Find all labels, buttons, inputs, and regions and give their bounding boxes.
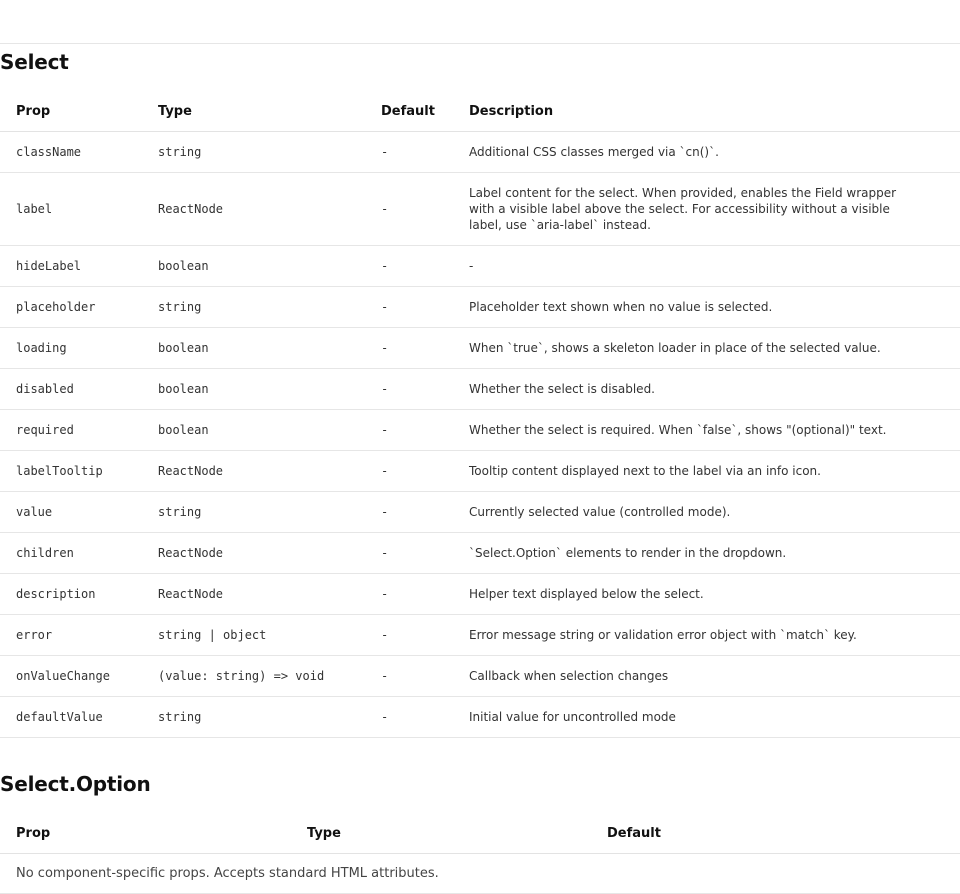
prop-default: -: [365, 410, 453, 451]
empty-props-message: No component-specific props. Accepts standard HTML attributes.: [0, 854, 960, 894]
column-header-prop: Prop: [0, 91, 142, 132]
prop-description: Whether the select is required. When `false`, shows "(optional)" text.: [453, 410, 960, 451]
table-row: [0, 132, 960, 173]
prop-description: Placeholder text shown when no value is selected.: [453, 287, 960, 328]
table-row: [0, 854, 960, 894]
prop-description: Additional CSS classes merged via `cn()`.: [453, 132, 960, 173]
prop-default: -: [365, 369, 453, 410]
prop-default: -: [365, 451, 453, 492]
table-row: [0, 492, 960, 533]
prop-default: -: [365, 615, 453, 656]
props-table: [0, 91, 960, 738]
prop-default: -: [365, 328, 453, 369]
column-header-prop: Prop: [0, 813, 291, 854]
prop-name: children: [0, 533, 142, 574]
prop-description: Initial value for uncontrolled mode: [453, 697, 960, 738]
prop-name: value: [0, 492, 142, 533]
prop-name: defaultValue: [0, 697, 142, 738]
section-title-select: Select: [0, 50, 69, 74]
table-header-row: [0, 91, 960, 132]
column-header-type: Type: [142, 91, 365, 132]
column-header-default: Default: [365, 91, 453, 132]
prop-default: -: [365, 697, 453, 738]
prop-description: -: [453, 246, 960, 287]
prop-description: Whether the select is disabled.: [453, 369, 960, 410]
table-row: [0, 410, 960, 451]
table-row: [0, 615, 960, 656]
table-row: [0, 656, 960, 697]
prop-type: ReactNode: [142, 173, 365, 246]
table-row: [0, 369, 960, 410]
prop-name: placeholder: [0, 287, 142, 328]
prop-type: string: [142, 287, 365, 328]
prop-name: required: [0, 410, 142, 451]
column-header-type: Type: [291, 813, 591, 854]
prop-name: onValueChange: [0, 656, 142, 697]
prop-description: Error message string or validation error object with `match` key.: [453, 615, 960, 656]
prop-default: -: [365, 533, 453, 574]
table-row: [0, 287, 960, 328]
option-props-table: [0, 813, 960, 894]
prop-description: `Select.Option` elements to render in the dropdown.: [453, 533, 960, 574]
section-title-select-option: Select.Option: [0, 772, 151, 796]
prop-type: string: [142, 697, 365, 738]
top-divider: [0, 43, 960, 44]
prop-name: description: [0, 574, 142, 615]
prop-type: ReactNode: [142, 533, 365, 574]
prop-default: -: [365, 246, 453, 287]
table-row: [0, 574, 960, 615]
prop-name: loading: [0, 328, 142, 369]
prop-description: When `true`, shows a skeleton loader in place of the selected value.: [453, 328, 960, 369]
prop-description: Callback when selection changes: [453, 656, 960, 697]
prop-name: hideLabel: [0, 246, 142, 287]
prop-name: labelTooltip: [0, 451, 142, 492]
prop-default: -: [365, 492, 453, 533]
table-header-row: [0, 813, 960, 854]
prop-name: label: [0, 173, 142, 246]
prop-default: -: [365, 656, 453, 697]
prop-default: -: [365, 287, 453, 328]
table-row: [0, 697, 960, 738]
column-header-default: Default: [591, 813, 960, 854]
table-row: [0, 451, 960, 492]
prop-type: string: [142, 132, 365, 173]
prop-name: disabled: [0, 369, 142, 410]
column-header-description: Description: [453, 91, 960, 132]
prop-description: Currently selected value (controlled mode).: [453, 492, 960, 533]
prop-type: string: [142, 492, 365, 533]
prop-type: boolean: [142, 246, 365, 287]
prop-type: ReactNode: [142, 451, 365, 492]
prop-type: (value: string) => void: [142, 656, 365, 697]
prop-type: boolean: [142, 410, 365, 451]
prop-default: -: [365, 132, 453, 173]
prop-description: Tooltip content displayed next to the label via an info icon.: [453, 451, 960, 492]
table-row: [0, 328, 960, 369]
table-row: [0, 173, 960, 246]
prop-name: error: [0, 615, 142, 656]
table-row: [0, 246, 960, 287]
prop-default: -: [365, 574, 453, 615]
prop-description: Helper text displayed below the select.: [453, 574, 960, 615]
prop-name: className: [0, 132, 142, 173]
prop-description: Label content for the select. When provided, enables the Field wrapper with a visible label above the select. For accessibility without a visible label, use `aria-label` instead.: [453, 173, 960, 246]
table-row: [0, 533, 960, 574]
prop-type: boolean: [142, 369, 365, 410]
prop-type: boolean: [142, 328, 365, 369]
prop-type: string | object: [142, 615, 365, 656]
prop-type: ReactNode: [142, 574, 365, 615]
prop-default: -: [365, 173, 453, 246]
